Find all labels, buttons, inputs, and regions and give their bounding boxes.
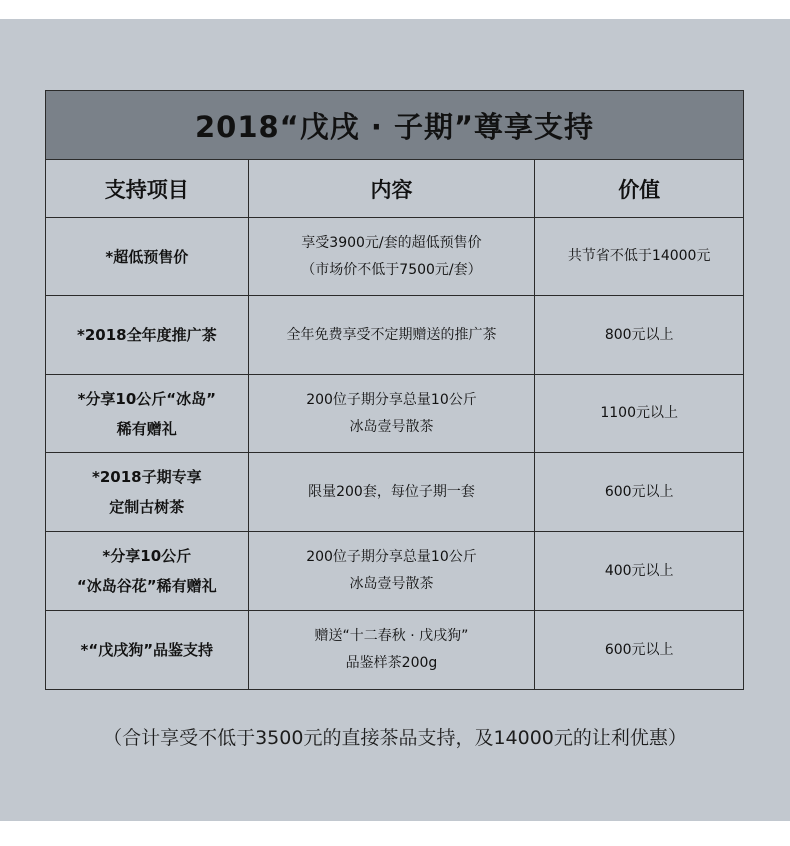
table-row xyxy=(46,611,744,690)
table-row xyxy=(46,532,744,611)
content-text: 品鉴样茶200g xyxy=(345,655,438,671)
value-cell: 1100元以上 xyxy=(535,375,744,453)
content-text: 全年免费享受不定期赠送的推广茶 xyxy=(286,326,497,343)
content-cell xyxy=(248,296,535,375)
value-cell: 600元以上 xyxy=(535,611,744,690)
table-title: 2018“戊戌 · 子期”尊享支持 xyxy=(46,91,744,160)
item-label: 定制古树茶 xyxy=(109,498,185,516)
table-row xyxy=(46,375,744,453)
header-content: 内容 xyxy=(248,160,535,218)
item-cell xyxy=(46,296,249,375)
item-label: “冰岛谷花”稀有赠礼 xyxy=(76,577,217,595)
item-label: *分享10公斤“冰岛” xyxy=(77,389,216,408)
item-label: *分享10公斤 xyxy=(102,547,192,565)
item-label: *超低预售价 xyxy=(105,247,189,266)
item-cell xyxy=(46,375,249,453)
item-cell xyxy=(46,218,249,296)
header-value: 价值 xyxy=(535,160,744,218)
content-text: 享受3900元/套的超低预售价 xyxy=(301,234,482,251)
content-text: 赠送“十二春秋 · 戊戌狗” xyxy=(314,628,469,644)
content-cell xyxy=(248,218,535,296)
item-cell xyxy=(46,611,249,690)
value-cell: 600元以上 xyxy=(535,453,744,532)
table-row xyxy=(46,218,744,296)
content-cell xyxy=(248,453,535,532)
table-header-row xyxy=(46,160,744,218)
header-support-item: 支持项目 xyxy=(46,160,249,218)
item-label: 稀有赠礼 xyxy=(116,419,177,438)
item-label: *“戊戌狗”品鉴支持 xyxy=(80,641,214,659)
footer-note: （合计享受不低于3500元的直接茶品支持，及14000元的让利优惠） xyxy=(103,727,687,749)
content-text: 冰岛壹号散茶 xyxy=(349,576,434,592)
table-title-row xyxy=(46,91,744,160)
value-cell: 800元以上 xyxy=(535,296,744,375)
content-text: 冰岛壹号散茶 xyxy=(349,418,434,435)
content-text: 200位子期分享总量10公斤 xyxy=(306,391,477,408)
item-label: *2018子期专享 xyxy=(91,468,202,486)
content-cell xyxy=(248,532,535,611)
content-cell xyxy=(248,611,535,690)
support-table xyxy=(45,90,744,690)
table-row xyxy=(46,296,744,375)
table-row xyxy=(46,453,744,532)
value-cell: 共节省不低于14000元 xyxy=(535,218,744,296)
content-text: （市场价不低于7500元/套） xyxy=(301,261,482,278)
item-label: *2018全年度推广茶 xyxy=(76,326,217,344)
value-cell: 400元以上 xyxy=(535,532,744,611)
background-panel xyxy=(0,19,790,821)
item-cell xyxy=(46,453,249,532)
content-cell xyxy=(248,375,535,453)
item-cell xyxy=(46,532,249,611)
content-text: 200位子期分享总量10公斤 xyxy=(306,549,477,565)
content-text: 限量200套，每位子期一套 xyxy=(308,483,475,500)
